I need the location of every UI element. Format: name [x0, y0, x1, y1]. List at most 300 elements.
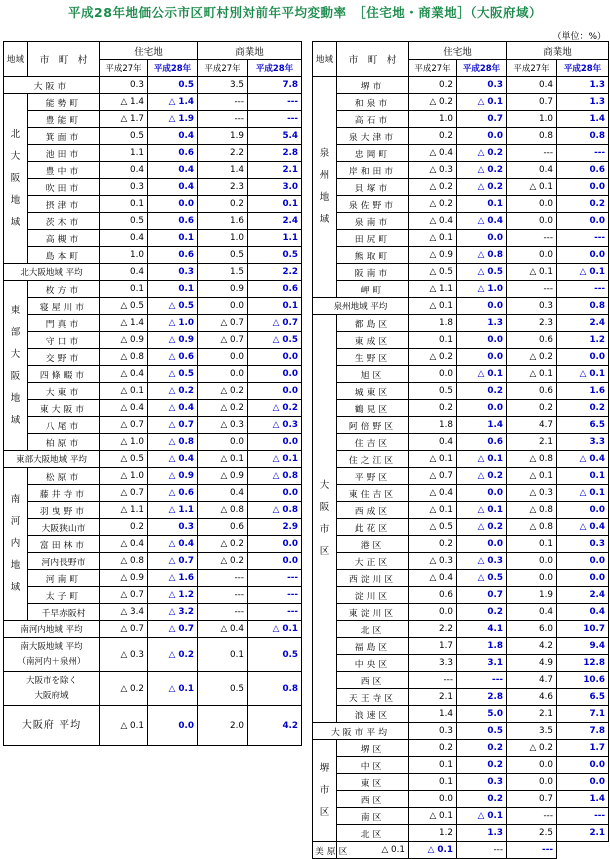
value-c27: 1.0: [198, 230, 248, 247]
table-row: [4, 196, 302, 213]
value-r27: △ 1.1: [100, 502, 148, 519]
value-c28: 10.7: [557, 621, 609, 638]
municipality-name: 住吉区: [337, 434, 409, 451]
value-r28: △ 0.7: [148, 417, 198, 434]
municipality-name: 東大阪市: [28, 400, 100, 417]
municipality-name: 門真市: [28, 315, 100, 332]
value-c27: 0.0: [507, 213, 557, 230]
value-r27: △ 0.2: [409, 349, 457, 366]
residential-header: 住宅地: [409, 42, 507, 60]
table-row: [313, 366, 609, 383]
value-r28: △ 0.9: [148, 332, 198, 349]
value-c28: 1.3: [557, 77, 609, 94]
table-row: [4, 417, 302, 434]
value-r28: △ 1.9: [148, 111, 198, 128]
value-r27: △ 0.1: [409, 451, 457, 468]
value-r28: 0.4: [148, 162, 198, 179]
value-c27: 2.3: [507, 315, 557, 332]
value-c28: 0.1: [248, 196, 302, 213]
value-r27: 0.0: [409, 366, 457, 383]
value-r28: △ 0.2: [457, 162, 507, 179]
table-row: [313, 842, 609, 859]
value-c28: 1.6: [557, 383, 609, 400]
municipality-name: 岬町: [337, 281, 409, 298]
municipality-name: 都島区: [337, 315, 409, 332]
value-c28: ---: [507, 842, 557, 859]
value-c28: 7.8: [248, 77, 302, 94]
value-c28: 0.0: [248, 485, 302, 502]
table-row: [4, 519, 302, 536]
municipality-name: 平野区: [337, 468, 409, 485]
table-row: [313, 349, 609, 366]
value-c28: 0.4: [557, 604, 609, 621]
value-r28: 0.0: [148, 196, 198, 213]
municipality-name: 高槻市: [28, 230, 100, 247]
value-r27: △ 0.5: [100, 298, 148, 315]
value-c28: 2.4: [557, 315, 609, 332]
value-c28: △ 0.1: [248, 621, 302, 638]
value-r28: △ 0.4: [148, 400, 198, 417]
value-c27: 0.7: [507, 94, 557, 111]
value-r28: △ 0.1: [409, 842, 457, 859]
table-row: [4, 162, 302, 179]
value-r28: 0.1: [148, 230, 198, 247]
summary-label: [4, 672, 100, 706]
value-c27: 0.0: [198, 366, 248, 383]
value-c28: △ 0.4: [557, 451, 609, 468]
value-r28: △ 0.5: [457, 264, 507, 281]
value-c28: 0.0: [557, 570, 609, 587]
value-c28: △ 0.7: [248, 315, 302, 332]
table-row: [313, 230, 609, 247]
municipality-name: 松原市: [28, 468, 100, 485]
value-r28: 0.3: [148, 519, 198, 536]
value-r28: △ 0.2: [457, 468, 507, 485]
value-r28: 0.5: [148, 77, 198, 94]
municipality-name: 太子町: [28, 587, 100, 604]
municipality-name: 福島区: [337, 638, 409, 655]
value-c28: ---: [557, 230, 609, 247]
value-r27: △ 0.9: [409, 247, 457, 264]
value-r27: △ 0.2: [100, 672, 148, 706]
value-c27: 4.2: [507, 638, 557, 655]
value-r28: 0.2: [457, 740, 507, 757]
table-row: [313, 111, 609, 128]
value-c28: 0.0: [248, 434, 302, 451]
municipality-name: 阿倍野区: [337, 417, 409, 434]
value-c28: 0.6: [248, 281, 302, 298]
table-row: [4, 332, 302, 349]
municipality-name: 東区: [337, 774, 409, 791]
value-r27: △ 0.7: [409, 468, 457, 485]
value-r27: 0.2: [409, 740, 457, 757]
value-c28: 0.0: [557, 179, 609, 196]
value-c27: 3.5: [507, 723, 557, 740]
value-c28: 0.0: [557, 247, 609, 264]
value-c27: △ 0.8: [507, 519, 557, 536]
value-c28: 6.5: [557, 689, 609, 706]
value-r28: △ 0.6: [148, 349, 198, 366]
value-r27: 0.4: [100, 230, 148, 247]
municipality-name: 守口市: [28, 332, 100, 349]
value-c27: ---: [457, 842, 507, 859]
value-r27: △ 0.4: [100, 536, 148, 553]
value-r27: △ 0.2: [409, 94, 457, 111]
value-r27: △ 1.4: [100, 94, 148, 111]
municipality-name: 東部大阪地域 平均: [4, 451, 100, 468]
value-r28: 0.3: [457, 77, 507, 94]
municipality-name: 北区: [337, 825, 409, 842]
value-c28: 6.5: [557, 417, 609, 434]
municipality-name: 大正区: [337, 553, 409, 570]
value-r28: △ 1.1: [148, 502, 198, 519]
value-c28: ---: [557, 808, 609, 825]
value-c28: 3.0: [248, 179, 302, 196]
value-r27: △ 0.3: [409, 162, 457, 179]
value-c28: △ 0.5: [248, 332, 302, 349]
table-row: [4, 213, 302, 230]
value-r28: △ 1.0: [457, 281, 507, 298]
value-c27: 0.2: [198, 196, 248, 213]
value-c27: △ 0.2: [507, 349, 557, 366]
value-r27: 0.4: [100, 264, 148, 281]
table-row: [4, 94, 302, 111]
value-c28: 1.2: [557, 332, 609, 349]
value-c28: 3.3: [557, 434, 609, 451]
region-label: 堺 市 区: [313, 740, 337, 842]
value-r28: 0.1: [457, 196, 507, 213]
municipality-name: 交野市: [28, 349, 100, 366]
municipality-name: 泉州地域 平均: [313, 298, 409, 315]
municipality-name: 東成区: [337, 332, 409, 349]
value-r28: 0.5: [457, 723, 507, 740]
table-row: [4, 128, 302, 145]
value-r27: △ 0.5: [409, 519, 457, 536]
value-r27: 0.2: [409, 400, 457, 417]
value-r27: △ 0.5: [100, 451, 148, 468]
value-c27: 0.0: [507, 774, 557, 791]
value-r27: △ 0.8: [100, 553, 148, 570]
value-c27: △ 0.8: [507, 451, 557, 468]
municipality-name: 大阪市平均: [313, 723, 409, 740]
table-row: [4, 434, 302, 451]
value-c27: 4.6: [507, 689, 557, 706]
table-row: [4, 587, 302, 604]
municipality-name: 河内長野市: [28, 553, 100, 570]
value-r27: △ 0.1: [409, 230, 457, 247]
value-c27: △ 0.7: [198, 315, 248, 332]
municipality-header: 市 町 村: [337, 42, 409, 77]
value-c28: ---: [248, 570, 302, 587]
value-c27: ---: [198, 570, 248, 587]
value-c28: 1.4: [557, 791, 609, 808]
value-r28: 2.8: [457, 689, 507, 706]
value-c27: △ 0.2: [198, 383, 248, 400]
municipality-name: 西区: [337, 791, 409, 808]
value-c28: △ 0.4: [557, 519, 609, 536]
municipality-name: 住之江区: [337, 451, 409, 468]
value-c27: 0.5: [198, 672, 248, 706]
left-table: [3, 41, 302, 746]
municipality-name: 南区: [337, 808, 409, 825]
municipality-header: 市 町 村: [28, 42, 100, 77]
value-r28: △ 1.2: [148, 587, 198, 604]
value-r28: 0.0: [457, 536, 507, 553]
value-c28: 2.1: [248, 162, 302, 179]
value-r28: △ 0.2: [148, 638, 198, 672]
table-row: [313, 468, 609, 485]
value-c27: ---: [507, 145, 557, 162]
table-row: [4, 179, 302, 196]
table-row: [313, 638, 609, 655]
value-c28: 10.6: [557, 672, 609, 689]
municipality-name: 豊能町: [28, 111, 100, 128]
year28-header: 平成28年: [457, 60, 507, 77]
municipality-name: 四條畷市: [28, 366, 100, 383]
value-r28: 0.2: [457, 791, 507, 808]
value-c27: 2.1: [507, 434, 557, 451]
table-row: [4, 400, 302, 417]
value-c28: △ 0.1: [557, 264, 609, 281]
year27-header: 平成27年: [409, 60, 457, 77]
table-row: [313, 570, 609, 587]
table-row: [313, 145, 609, 162]
value-r27: △ 0.4: [100, 366, 148, 383]
value-c28: 0.5: [248, 247, 302, 264]
value-r27: 0.4: [409, 434, 457, 451]
value-r28: 0.0: [148, 706, 198, 746]
value-r28: 0.0: [457, 128, 507, 145]
value-c28: 7.1: [557, 706, 609, 723]
summary-row: [4, 706, 302, 746]
value-c27: 0.0: [507, 196, 557, 213]
value-r27: 1.0: [409, 111, 457, 128]
value-c28: ---: [248, 587, 302, 604]
value-c27: 2.0: [198, 706, 248, 746]
value-c27: △ 0.1: [198, 451, 248, 468]
value-r27: △ 0.7: [100, 485, 148, 502]
table-row: [313, 825, 609, 842]
value-c27: 0.3: [507, 298, 557, 315]
municipality-name: 天王寺区: [337, 689, 409, 706]
table-row: [313, 332, 609, 349]
municipality-name: 西区: [337, 672, 409, 689]
value-r27: △ 0.1: [409, 502, 457, 519]
value-c28: △ 0.8: [248, 468, 302, 485]
value-r28: △ 0.5: [148, 366, 198, 383]
value-r28: 0.0: [457, 400, 507, 417]
municipality-name: 西成区: [337, 502, 409, 519]
value-c28: ---: [557, 281, 609, 298]
residential-header: 住宅地: [100, 42, 198, 60]
value-r27: 0.1: [100, 281, 148, 298]
table-row: [313, 655, 609, 672]
value-r28: 1.4: [457, 417, 507, 434]
table-row: [4, 621, 302, 638]
value-r27: 0.5: [100, 213, 148, 230]
value-c27: △ 0.7: [198, 332, 248, 349]
municipality-name: 吹田市: [28, 179, 100, 196]
value-r27: 0.3: [100, 179, 148, 196]
value-r28: △ 3.2: [148, 604, 198, 621]
value-c27: 0.1: [198, 638, 248, 672]
value-c27: ---: [198, 94, 248, 111]
table-row: [4, 502, 302, 519]
value-c27: 6.0: [507, 621, 557, 638]
value-c27: 0.6: [507, 332, 557, 349]
municipality-name: 和泉市: [337, 94, 409, 111]
value-c28: 1.1: [248, 230, 302, 247]
value-r28: 0.6: [148, 213, 198, 230]
municipality-name: 藤井寺市: [28, 485, 100, 502]
municipality-name: 富田林市: [28, 536, 100, 553]
value-c27: 0.8: [507, 128, 557, 145]
value-c28: 0.0: [557, 774, 609, 791]
value-c28: 12.8: [557, 655, 609, 672]
value-r28: △ 0.5: [457, 570, 507, 587]
municipality-name: 西淀川区: [337, 570, 409, 587]
value-c28: 0.0: [248, 383, 302, 400]
value-r28: 0.0: [457, 298, 507, 315]
value-r27: △ 0.7: [100, 621, 148, 638]
table-row: [313, 808, 609, 825]
value-r28: 0.0: [457, 332, 507, 349]
value-c28: 0.0: [557, 757, 609, 774]
municipality-name: 此花区: [337, 519, 409, 536]
municipality-name: 泉大津市: [337, 128, 409, 145]
value-c27: △ 0.8: [507, 502, 557, 519]
municipality-name: 阪南市: [337, 264, 409, 281]
value-c27: 0.1: [507, 536, 557, 553]
value-r28: 3.1: [457, 655, 507, 672]
value-r28: 0.0: [457, 349, 507, 366]
value-r27: △ 0.1: [100, 383, 148, 400]
value-r28: 0.7: [457, 587, 507, 604]
value-c27: 0.0: [507, 247, 557, 264]
municipality-name: 貝塚市: [337, 179, 409, 196]
table-row: [4, 536, 302, 553]
value-r27: △ 0.1: [100, 706, 148, 746]
value-c28: △ 0.1: [557, 366, 609, 383]
table-row: [313, 536, 609, 553]
summary-line2: （南河内＋泉州）: [17, 656, 86, 667]
value-r27: 1.1: [100, 145, 148, 162]
year27-header: 平成27年: [507, 60, 557, 77]
value-c27: 0.0: [198, 434, 248, 451]
region-label: 東 部 大 阪 地 域: [4, 281, 28, 451]
value-c27: △ 0.3: [507, 485, 557, 502]
year27-header: 平成27年: [198, 60, 248, 77]
value-c28: △ 0.8: [248, 502, 302, 519]
value-r27: △ 1.1: [409, 281, 457, 298]
municipality-name: 堺市: [337, 77, 409, 94]
table-row: [313, 162, 609, 179]
value-c27: △ 0.1: [507, 264, 557, 281]
value-c27: △ 0.2: [198, 553, 248, 570]
value-r27: 1.7: [409, 638, 457, 655]
value-r28: △ 0.4: [148, 536, 198, 553]
value-c27: 0.7: [507, 791, 557, 808]
value-r27: △ 1.0: [100, 434, 148, 451]
value-r27: △ 0.1: [409, 298, 457, 315]
value-r28: △ 0.4: [457, 213, 507, 230]
value-r28: 0.7: [457, 111, 507, 128]
table-row: [4, 315, 302, 332]
summary-label: [4, 638, 100, 672]
value-c28: 0.2: [557, 400, 609, 417]
value-r27: △ 1.4: [100, 315, 148, 332]
table-row: [313, 587, 609, 604]
summary-line1: 大阪市を除く: [25, 675, 77, 686]
value-r27: 0.1: [409, 757, 457, 774]
value-r27: 0.2: [409, 77, 457, 94]
value-c28: 0.8: [557, 298, 609, 315]
region-label: 泉 州 地 域: [313, 77, 337, 298]
value-c27: ---: [198, 587, 248, 604]
value-r28: 0.3: [148, 264, 198, 281]
value-c27: △ 0.1: [507, 366, 557, 383]
value-c28: 0.8: [557, 128, 609, 145]
value-c27: 2.2: [198, 145, 248, 162]
value-r28: 0.0: [457, 485, 507, 502]
value-r27: 1.0: [100, 247, 148, 264]
table-row: [313, 196, 609, 213]
value-c28: 4.2: [248, 706, 302, 746]
value-c27: 4.7: [507, 417, 557, 434]
municipality-name: 泉佐野市: [337, 196, 409, 213]
value-c27: 4.7: [507, 672, 557, 689]
value-r27: 0.2: [409, 536, 457, 553]
value-c27: 0.4: [507, 162, 557, 179]
value-c28: 2.9: [248, 519, 302, 536]
table-row: [4, 485, 302, 502]
summary-row: [4, 672, 302, 706]
table-row: [313, 689, 609, 706]
municipality-name: 鶴見区: [337, 400, 409, 417]
table-row: [4, 451, 302, 468]
value-r27: △ 0.8: [100, 349, 148, 366]
value-r27: 1.8: [409, 315, 457, 332]
value-r28: 0.1: [148, 281, 198, 298]
region-label: 大 阪 市 区: [313, 315, 337, 723]
value-r28: 0.0: [457, 230, 507, 247]
year28-header: 平成28年: [248, 60, 302, 77]
table-row: [4, 264, 302, 281]
municipality-name: 中央区: [337, 655, 409, 672]
municipality-name: 浪速区: [337, 706, 409, 723]
table-row: [313, 400, 609, 417]
table-row: [313, 451, 609, 468]
table-row: [4, 298, 302, 315]
table-row: [4, 468, 302, 485]
value-c28: 1.3: [557, 94, 609, 111]
value-c27: △ 0.4: [198, 621, 248, 638]
unit-note: （単位：%）: [552, 32, 606, 42]
value-r27: 0.1: [409, 774, 457, 791]
municipality-name: 摂津市: [28, 196, 100, 213]
region-header: 地域: [4, 42, 28, 77]
value-c28: △ 0.1: [248, 451, 302, 468]
table-row: [313, 604, 609, 621]
municipality-name: 大東市: [28, 383, 100, 400]
value-c27: 1.0: [507, 111, 557, 128]
value-r28: △ 0.4: [148, 451, 198, 468]
value-c28: ---: [248, 94, 302, 111]
value-c28: △ 0.2: [248, 400, 302, 417]
table-row: [4, 77, 302, 94]
value-r28: 0.2: [457, 604, 507, 621]
value-c28: 0.3: [557, 536, 609, 553]
